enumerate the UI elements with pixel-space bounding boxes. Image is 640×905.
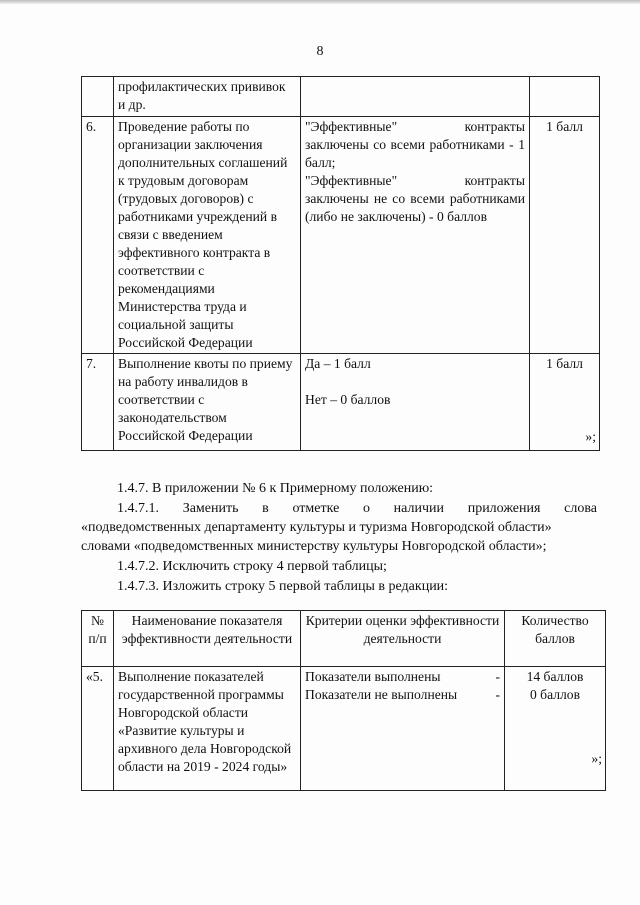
paragraph-1-4-7-1-middle: «подведомственных департаменту культуры и туризма Новгородской области»: [81, 520, 552, 535]
criterion-line: [305, 686, 500, 704]
page-number: 8: [316, 44, 324, 59]
criterion-text: Нет – 0 баллов: [305, 392, 391, 407]
header-score-text: Количество баллов: [521, 613, 589, 646]
score-value: 1 балл: [546, 356, 583, 371]
cell-score: [505, 667, 606, 791]
scan-edge: [0, 0, 640, 4]
criterion-dash: -: [495, 669, 500, 684]
cell-score: [530, 117, 600, 354]
header-score: [505, 611, 606, 667]
closing-quote-mark: »;: [591, 751, 602, 766]
cell-name: [114, 117, 301, 354]
cell-num: [82, 77, 114, 117]
row-number: 7.: [86, 356, 97, 371]
cell-name: [114, 77, 301, 117]
criterion-text: Показатели выполнены: [305, 669, 441, 684]
header-num-text: № п/п: [88, 613, 107, 646]
cell-score: [530, 77, 600, 117]
table-row: [82, 77, 600, 117]
cell-name: [114, 667, 301, 791]
header-name-text: Наименование показателя эффективности деятельности: [121, 613, 293, 646]
criterion-line: [305, 668, 500, 686]
criterion-text: Показатели не выполнены: [305, 687, 458, 702]
criterion-text: "Эффективные" контракты заключены со всеми работниками - 1 балл;: [305, 119, 525, 170]
table-row: [82, 667, 606, 791]
paragraph-1-4-7-2: 1.4.7.2. Исключить строку 4 первой таблицы;: [117, 559, 387, 574]
row-number: 6.: [86, 119, 97, 134]
header-name: [114, 611, 301, 667]
cell-num: [82, 354, 114, 451]
criterion-text: "Эффективные" контракты заключены не со всеми работниками (либо не заключены) - 0 баллов: [305, 173, 525, 224]
cell-criteria: [301, 354, 530, 451]
criteria-table-continued: [81, 76, 600, 451]
header-criteria: [301, 611, 505, 667]
paragraph-1-4-7-1-end: словами «подведомственных министерству культуры Новгородской области»;: [81, 539, 547, 554]
row-name-text: профилактических прививок и др.: [118, 79, 286, 112]
criterion-dash: -: [495, 687, 500, 702]
table-header-row: [82, 611, 606, 667]
table-row: [82, 354, 600, 451]
score-value: 14 баллов: [526, 669, 584, 684]
paragraph-1-4-7-1-start: 1.4.7.1. Заменить в отметке о наличии приложения слова: [117, 501, 597, 516]
cell-num: [82, 667, 114, 791]
criterion-text: Да – 1 балл: [305, 356, 371, 371]
closing-quote-mark: »;: [585, 429, 596, 444]
score-value: 1 балл: [546, 119, 583, 134]
table-row: [82, 117, 600, 354]
header-num: [82, 611, 114, 667]
paragraph-1-4-7: 1.4.7. В приложении № 6 к Примерному положению:: [117, 481, 434, 496]
score-value: 0 баллов: [529, 687, 581, 702]
header-criteria-text: Критерии оценки эффективности деятельности: [305, 613, 500, 646]
paragraph-1-4-7-3: 1.4.7.3. Изложить строку 5 первой таблицы в редакции:: [117, 579, 449, 594]
row-number: «5.: [86, 669, 103, 684]
row-name-text: Выполнение квоты по приему на работу инвалидов в соответствии с законодательством Российской Федерации: [118, 356, 293, 443]
cell-name: [114, 354, 301, 451]
cell-criteria: [301, 77, 530, 117]
replacement-row-table: [81, 610, 606, 791]
cell-score: [530, 354, 600, 451]
cell-num: [82, 117, 114, 354]
cell-criteria: [301, 667, 505, 791]
cell-criteria: [301, 117, 530, 354]
row-name-text: Выполнение показателей государственной программы Новгородской области «Развитие культуры и архивного дела Новгородской области на 2019 - 2024 годы»: [118, 669, 292, 774]
row-name-text: Проведение работы по организации заключения дополнительных соглашений к трудовым договорам (трудовых договоров) с работниками учреждений в связи с введением эффективного контракта в соответствии с рекомендациями Министерства труда и социальной защиты Российской Федерации: [118, 119, 288, 350]
